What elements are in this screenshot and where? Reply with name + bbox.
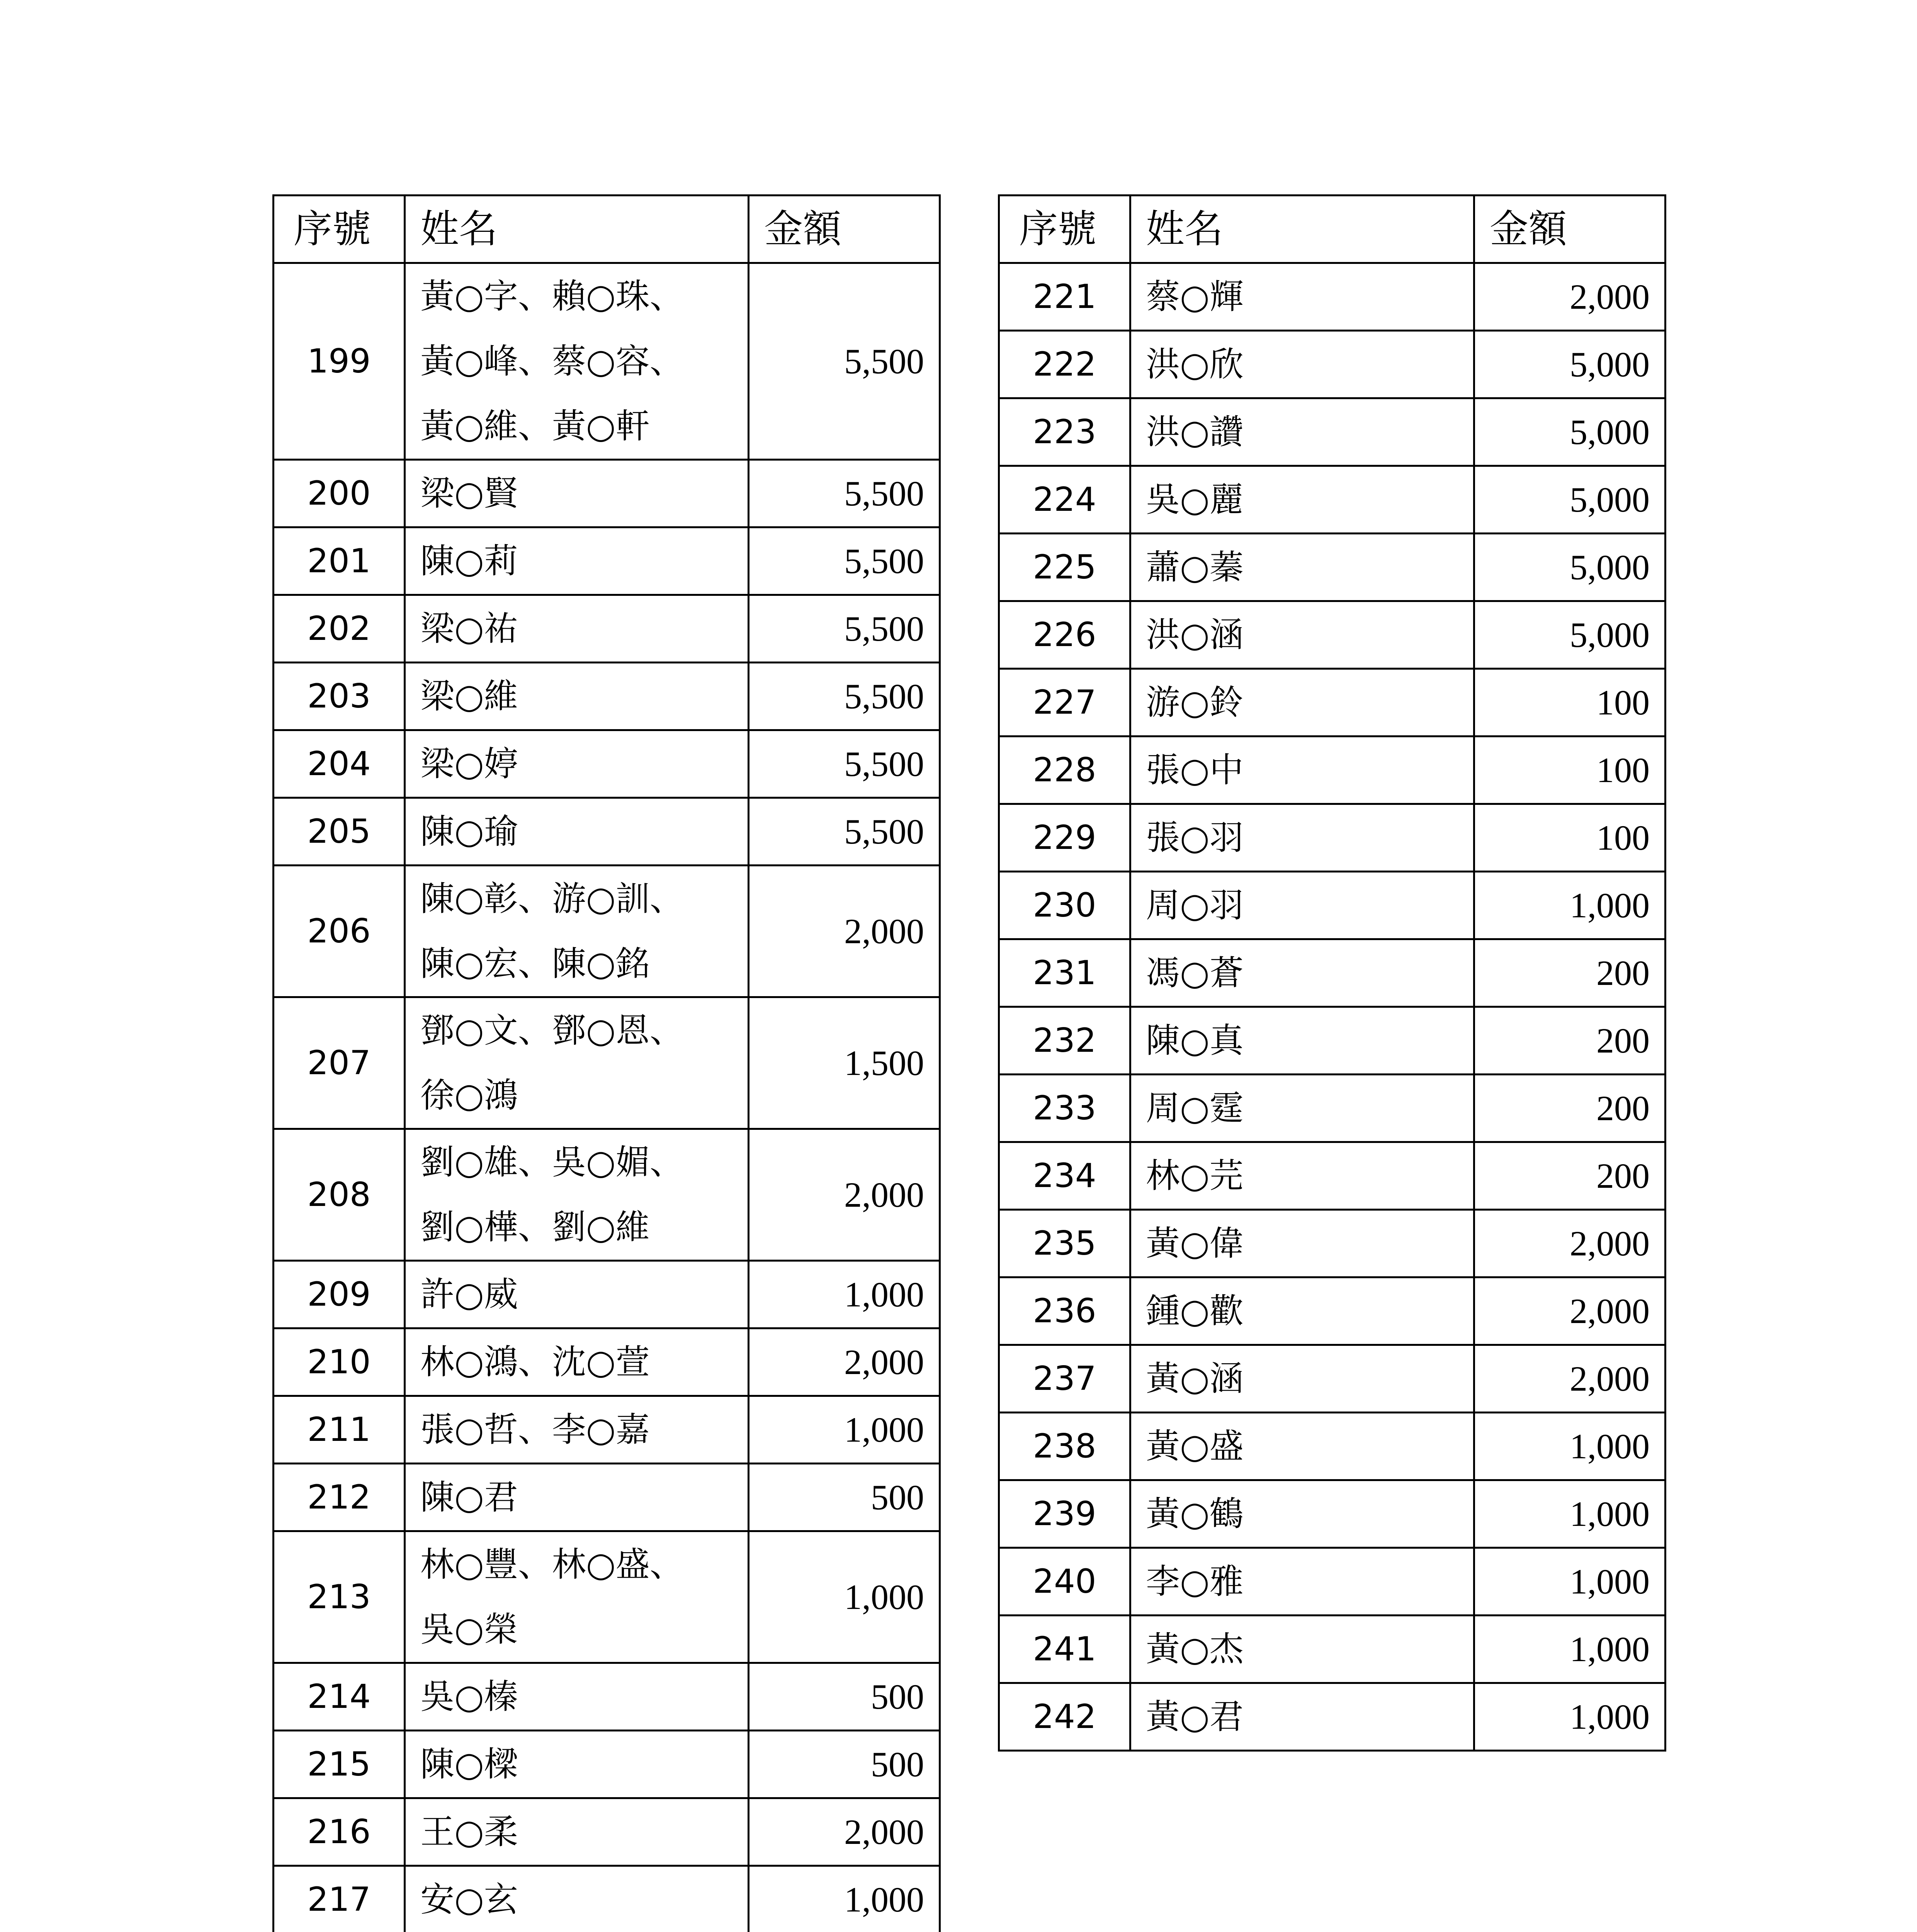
- name-cell: [405, 1531, 749, 1663]
- name-cell: [405, 730, 749, 798]
- seq-cell: 229: [999, 804, 1130, 872]
- amount-cell: 2,000: [1474, 1210, 1665, 1277]
- table-row: [999, 1683, 1665, 1751]
- table-row: [999, 1413, 1665, 1480]
- amount-cell: 5,500: [749, 263, 940, 460]
- donor-name: 黃○鶴: [1146, 1494, 1244, 1534]
- amount-cell: 5,000: [1474, 331, 1665, 398]
- seq-cell: 231: [999, 939, 1130, 1007]
- seq-cell: 242: [999, 1683, 1130, 1751]
- name-cell: [1130, 872, 1474, 939]
- donor-name: 劉○雄、吳○媚、: [420, 1142, 684, 1182]
- amount-cell: 1,000: [749, 1531, 940, 1663]
- donor-name: 林○豐、林○盛、: [420, 1544, 684, 1584]
- seq-cell: 202: [274, 595, 405, 663]
- amount-cell: 200: [1474, 1142, 1665, 1210]
- amount-cell: 200: [1474, 1007, 1665, 1075]
- donor-name: 梁○賢: [420, 473, 518, 513]
- table-row: [999, 263, 1665, 331]
- name-cell: [405, 997, 749, 1129]
- seq-cell: 199: [274, 263, 405, 460]
- donor-name: 洪○涵: [1146, 615, 1244, 655]
- table-row: [999, 1345, 1665, 1413]
- donor-name: 陳○樑: [420, 1744, 518, 1784]
- seq-cell: 207: [274, 997, 405, 1129]
- name-cell: [1130, 263, 1474, 331]
- name-cell: [405, 663, 749, 730]
- donor-name: 梁○祐: [420, 609, 518, 648]
- donor-name: 黃○君: [1146, 1697, 1244, 1736]
- seq-cell: 222: [999, 331, 1130, 398]
- header-seq: 序號: [274, 196, 405, 263]
- donor-table-left: [272, 194, 941, 1932]
- donor-name: 林○芫: [1146, 1156, 1244, 1196]
- name-cell: [1130, 804, 1474, 872]
- name-cell: [1130, 1277, 1474, 1345]
- donor-name: 黃○涵: [1146, 1359, 1244, 1398]
- name-cell: [1130, 331, 1474, 398]
- donor-name: 黃○峰、蔡○容、: [420, 341, 684, 381]
- name-cell: [1130, 1075, 1474, 1142]
- name-cell: [405, 527, 749, 595]
- donor-table-right: [998, 194, 1666, 1752]
- seq-cell: 211: [274, 1396, 405, 1464]
- seq-cell: 224: [999, 466, 1130, 534]
- seq-cell: 233: [999, 1075, 1130, 1142]
- donor-name: 周○霆: [1146, 1088, 1244, 1128]
- donor-name: 黃○字、賴○珠、: [420, 276, 684, 316]
- seq-cell: 237: [999, 1345, 1130, 1413]
- donor-name: 許○威: [420, 1274, 518, 1314]
- amount-cell: 5,500: [749, 798, 940, 866]
- name-cell: [405, 1663, 749, 1731]
- name-cell: [405, 1464, 749, 1531]
- amount-cell: 5,500: [749, 460, 940, 527]
- donor-name: 陳○彰、游○訓、: [420, 879, 684, 918]
- seq-cell: 235: [999, 1210, 1130, 1277]
- name-cell: [1130, 1210, 1474, 1277]
- amount-cell: 1,000: [1474, 1413, 1665, 1480]
- amount-cell: 500: [749, 1464, 940, 1531]
- name-cell: [1130, 1480, 1474, 1548]
- donor-name: 張○哲、李○嘉: [420, 1410, 650, 1449]
- seq-cell: 236: [999, 1277, 1130, 1345]
- name-cell: [405, 1261, 749, 1328]
- seq-cell: 215: [274, 1731, 405, 1798]
- name-cell: [1130, 736, 1474, 804]
- name-cell: [1130, 1142, 1474, 1210]
- seq-cell: 223: [999, 398, 1130, 466]
- table-header-row: [274, 196, 940, 263]
- seq-cell: 206: [274, 866, 405, 997]
- seq-cell: 239: [999, 1480, 1130, 1548]
- donor-name: 游○鈴: [1146, 682, 1244, 722]
- seq-cell: 214: [274, 1663, 405, 1731]
- name-cell: [405, 1798, 749, 1866]
- table-row: [274, 460, 940, 527]
- name-cell: [405, 1866, 749, 1932]
- table-row: [274, 1464, 940, 1531]
- amount-cell: 1,000: [1474, 1548, 1665, 1616]
- seq-cell: 213: [274, 1531, 405, 1663]
- table-row: [274, 1396, 940, 1464]
- donor-name: 黃○維、黃○軒: [420, 406, 650, 446]
- header-seq: 序號: [999, 196, 1130, 263]
- donor-name: 黃○杰: [1146, 1629, 1244, 1669]
- table-row: [999, 601, 1665, 669]
- seq-cell: 204: [274, 730, 405, 798]
- amount-cell: 2,000: [1474, 1345, 1665, 1413]
- donor-name: 徐○鴻: [420, 1075, 518, 1115]
- table-row: [274, 1328, 940, 1396]
- seq-cell: 241: [999, 1616, 1130, 1683]
- seq-cell: 234: [999, 1142, 1130, 1210]
- name-cell: [1130, 939, 1474, 1007]
- seq-cell: 200: [274, 460, 405, 527]
- name-cell: [405, 263, 749, 460]
- donor-name: 黃○偉: [1146, 1223, 1244, 1263]
- table-row: [999, 1075, 1665, 1142]
- amount-cell: 5,500: [749, 527, 940, 595]
- name-cell: [1130, 398, 1474, 466]
- name-cell: [1130, 1616, 1474, 1683]
- seq-cell: 208: [274, 1129, 405, 1261]
- name-cell: [405, 1129, 749, 1261]
- table-row: [274, 663, 940, 730]
- amount-cell: 5,000: [1474, 466, 1665, 534]
- donor-name: 梁○婷: [420, 744, 518, 784]
- donor-name: 陳○莉: [420, 541, 518, 581]
- donor-name: 蕭○蓁: [1146, 547, 1244, 587]
- name-cell: [1130, 1345, 1474, 1413]
- donor-name: 陳○君: [420, 1477, 518, 1517]
- donor-name: 張○中: [1146, 750, 1244, 790]
- donor-name: 鍾○歡: [1146, 1291, 1244, 1331]
- table-row: [999, 872, 1665, 939]
- seq-cell: 209: [274, 1261, 405, 1328]
- seq-cell: 210: [274, 1328, 405, 1396]
- table-row: [999, 804, 1665, 872]
- donor-name: 周○羽: [1146, 885, 1244, 925]
- seq-cell: 216: [274, 1798, 405, 1866]
- donor-name: 張○羽: [1146, 818, 1244, 857]
- amount-cell: 100: [1474, 736, 1665, 804]
- table-row: [999, 1480, 1665, 1548]
- table-row: [999, 736, 1665, 804]
- seq-cell: 238: [999, 1413, 1130, 1480]
- table-row: [274, 1866, 940, 1932]
- donor-name: 黃○盛: [1146, 1426, 1244, 1466]
- amount-cell: 200: [1474, 939, 1665, 1007]
- seq-cell: 227: [999, 669, 1130, 736]
- table-row: [999, 939, 1665, 1007]
- amount-cell: 2,000: [749, 1798, 940, 1866]
- amount-cell: 1,000: [749, 1866, 940, 1932]
- header-name: 姓名: [405, 196, 749, 263]
- amount-cell: 200: [1474, 1075, 1665, 1142]
- seq-cell: 230: [999, 872, 1130, 939]
- seq-cell: 232: [999, 1007, 1130, 1075]
- amount-cell: 500: [749, 1731, 940, 1798]
- name-cell: [405, 866, 749, 997]
- table-row: [274, 527, 940, 595]
- name-cell: [1130, 1007, 1474, 1075]
- seq-cell: 203: [274, 663, 405, 730]
- table-row: [274, 1129, 940, 1261]
- table-row: [274, 1531, 940, 1663]
- donor-name: 鄧○文、鄧○恩、: [420, 1010, 684, 1050]
- donor-name: 洪○欣: [1146, 344, 1244, 384]
- amount-cell: 5,500: [749, 730, 940, 798]
- table-row: [999, 669, 1665, 736]
- header-name: 姓名: [1130, 196, 1474, 263]
- seq-cell: 212: [274, 1464, 405, 1531]
- name-cell: [405, 1731, 749, 1798]
- name-cell: [1130, 1683, 1474, 1751]
- seq-cell: 205: [274, 798, 405, 866]
- name-cell: [405, 595, 749, 663]
- seq-cell: 201: [274, 527, 405, 595]
- table-row: [274, 1731, 940, 1798]
- donor-name: 陳○瑜: [420, 811, 518, 851]
- table-row: [274, 997, 940, 1129]
- donor-name: 林○鴻、沈○萱: [420, 1342, 650, 1382]
- donor-name: 陳○宏、陳○銘: [420, 944, 650, 983]
- table-row: [999, 1210, 1665, 1277]
- amount-cell: 1,500: [749, 997, 940, 1129]
- header-amount: 金額: [1474, 196, 1665, 263]
- table-row: [999, 398, 1665, 466]
- donor-name: 馮○蒼: [1146, 953, 1244, 993]
- table-row: [999, 1548, 1665, 1616]
- amount-cell: 100: [1474, 669, 1665, 736]
- name-cell: [1130, 601, 1474, 669]
- header-amount: 金額: [749, 196, 940, 263]
- table-row: [999, 1142, 1665, 1210]
- donor-name: 吳○榮: [420, 1609, 518, 1649]
- amount-cell: 500: [749, 1663, 940, 1731]
- table-row: [999, 534, 1665, 601]
- amount-cell: 5,500: [749, 595, 940, 663]
- table-row: [274, 1261, 940, 1328]
- name-cell: [1130, 1548, 1474, 1616]
- name-cell: [405, 798, 749, 866]
- amount-cell: 5,500: [749, 663, 940, 730]
- name-cell: [405, 1328, 749, 1396]
- amount-cell: 2,000: [1474, 1277, 1665, 1345]
- table-row: [274, 866, 940, 997]
- donor-name: 李○雅: [1146, 1561, 1244, 1601]
- amount-cell: 1,000: [1474, 1480, 1665, 1548]
- name-cell: [1130, 1413, 1474, 1480]
- name-cell: [1130, 466, 1474, 534]
- table-row: [274, 1798, 940, 1866]
- amount-cell: 2,000: [1474, 263, 1665, 331]
- donor-name: 王○柔: [420, 1812, 518, 1852]
- donor-name: 梁○維: [420, 676, 518, 716]
- table-row: [274, 263, 940, 460]
- seq-cell: 225: [999, 534, 1130, 601]
- name-cell: [405, 460, 749, 527]
- table-header-row: [999, 196, 1665, 263]
- amount-cell: 1,000: [749, 1396, 940, 1464]
- table-row: [999, 331, 1665, 398]
- seq-cell: 217: [274, 1866, 405, 1932]
- donor-name: 吳○麗: [1146, 480, 1244, 519]
- amount-cell: 5,000: [1474, 534, 1665, 601]
- table-row: [274, 595, 940, 663]
- amount-cell: 100: [1474, 804, 1665, 872]
- donor-name: 洪○讚: [1146, 412, 1244, 452]
- table-row: [999, 1277, 1665, 1345]
- name-cell: [1130, 669, 1474, 736]
- amount-cell: 1,000: [1474, 1683, 1665, 1751]
- amount-cell: 2,000: [749, 866, 940, 997]
- table-row: [999, 1616, 1665, 1683]
- seq-cell: 228: [999, 736, 1130, 804]
- donor-name: 蔡○輝: [1146, 277, 1244, 316]
- donor-name: 劉○樺、劉○維: [420, 1207, 650, 1247]
- donor-name: 吳○榛: [420, 1677, 518, 1716]
- name-cell: [1130, 534, 1474, 601]
- table-row: [274, 1663, 940, 1731]
- amount-cell: 1,000: [749, 1261, 940, 1328]
- donor-name: 安○玄: [420, 1879, 518, 1919]
- amount-cell: 1,000: [1474, 1616, 1665, 1683]
- name-cell: [405, 1396, 749, 1464]
- amount-cell: 5,000: [1474, 398, 1665, 466]
- table-row: [999, 466, 1665, 534]
- amount-cell: 2,000: [749, 1328, 940, 1396]
- table-row: [999, 1007, 1665, 1075]
- seq-cell: 240: [999, 1548, 1130, 1616]
- table-row: [274, 730, 940, 798]
- seq-cell: 226: [999, 601, 1130, 669]
- amount-cell: 2,000: [749, 1129, 940, 1261]
- donor-name: 陳○真: [1146, 1020, 1244, 1060]
- seq-cell: 221: [999, 263, 1130, 331]
- amount-cell: 1,000: [1474, 872, 1665, 939]
- table-row: [274, 798, 940, 866]
- amount-cell: 5,000: [1474, 601, 1665, 669]
